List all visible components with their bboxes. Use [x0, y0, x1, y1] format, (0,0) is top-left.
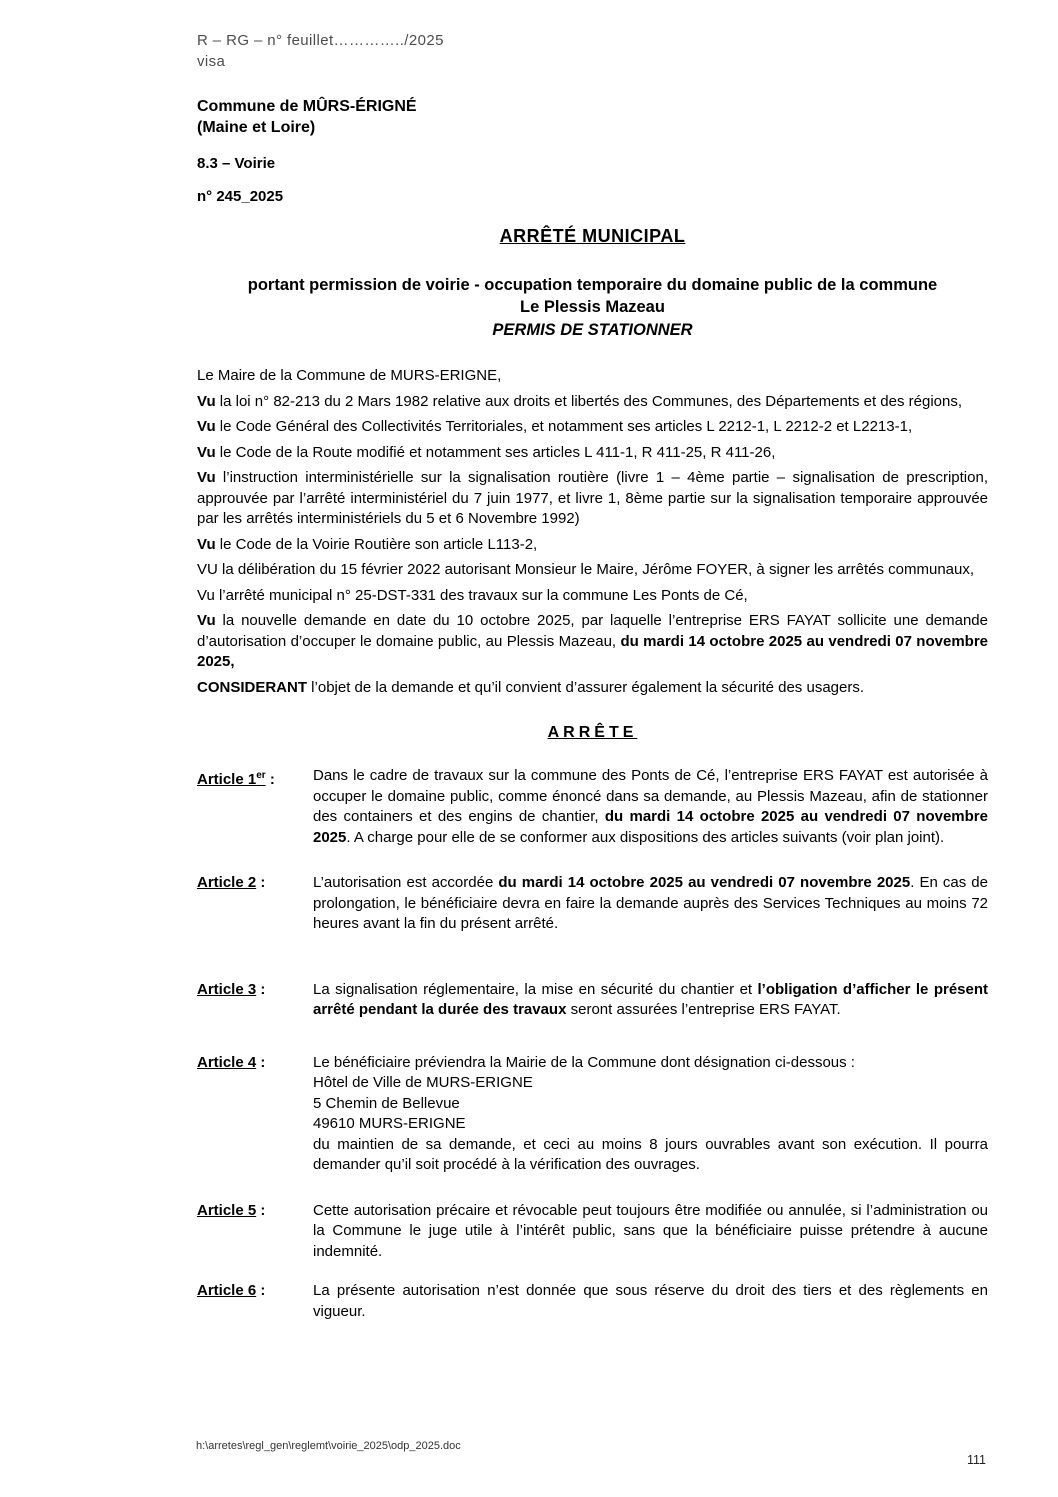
place-name: Le Plessis Mazeau [520, 298, 665, 316]
article-3 [197, 980, 988, 1021]
address-line-city: 49610 MURS-ERIGNE [313, 1115, 466, 1132]
paragraph-vu-loi: Vu la loi n° 82-213 du 2 Mars 1982 relative aux droits et libertés des Communes, des Départements et des régions, [197, 392, 963, 410]
footer-file-path: h:\arretes\regl_gen\reglemt\voirie_2025\odp_2025.doc [196, 1440, 461, 1452]
preamble [197, 366, 988, 698]
registry-reference: R – RG – n° feuillet…………../2025 [197, 32, 444, 49]
paragraph-vu-deliberation: VU la délibération du 15 février 2022 autorisant Monsieur le Maire, Jérôme FOYER, à signer les arrêtés communaux, [197, 561, 975, 578]
page-number: 111 [966, 1453, 986, 1467]
paragraph-vu-arrete-municipal: Vu l’arrêté municipal n° 25-DST-331 des travaux sur la commune Les Ponts de Cé, [197, 586, 748, 604]
article-1-label: Article 1er : [197, 770, 275, 788]
paragraph-vu-voirie-routiere: Vu le Code de la Voirie Routière son article L113-2, [197, 535, 538, 553]
permit-type: PERMIS DE STATIONNER [492, 321, 693, 339]
section-voirie: 8.3 – Voirie [197, 155, 276, 172]
paragraph-vu-code-route: Vu le Code de la Route modifié et notamment ses articles L 411-1, R 411-25, R 411-26, [197, 443, 776, 461]
commune-name: Commune de MÛRS-ÉRIGNÉ [197, 98, 417, 115]
article-6 [197, 1281, 988, 1322]
article-4 [197, 1053, 988, 1176]
arrete-heading: ARRÊTE [547, 724, 638, 741]
article-4-label: Article 4 : [197, 1053, 266, 1071]
article-2-label: Article 2 : [197, 874, 266, 891]
paragraph-considerant: CONSIDERANT l’objet de la demande et qu’il convient d’assurer également la sécurité des usagers. [197, 678, 865, 696]
document-title: ARRÊTÉ MUNICIPAL [499, 226, 686, 246]
article-5-body: Cette autorisation précaire et révocable peut toujours être modifiée ou annulée, si l’administration ou la Commune le juge utile à l’intérêt public, sans que la bénéficiaire puisse prétendre à aucune indemnité. [313, 1201, 988, 1260]
article-5-label: Article 5 : [197, 1201, 266, 1219]
article-6-label: Article 6 : [197, 1282, 266, 1299]
departement-name: (Maine et Loire) [197, 119, 316, 136]
article-1-body: Dans le cadre de travaux sur la commune des Ponts de Cé, l’entreprise ERS FAYAT est autorisée à occuper le domaine public, comme énoncé dans sa demande, au Plessis Mazeau, afin de stationner des containers et des engins de chantier, du mardi 14 octobre 2025 au vendredi 07 novembre 2025. A charge pour elle de se conformer aux dispositions des articles suivants (voir plan joint). [313, 767, 988, 846]
paragraph-vu-demande: Vu la nouvelle demande en date du 10 octobre 2025, par laquelle l’entreprise ERS FAYAT sollicite une demande d’autorisation d’occuper le domaine public, au Plessis Mazeau, du mardi 14 octobre 2025 au vendredi 07 novembre 2025, [197, 612, 988, 670]
article-4-body: Le bénéficiaire préviendra la Mairie de la Commune dont désignation ci-dessous : Hôtel de Ville de MURS-ERIGNE 5 Chemin de Bellevue 49610 MURS-ERIGNE du maintien de sa demande, et ceci au moins 8 jours ouvrables avant son exécution. Il pourra demander qu’il soit procédé à la vérification des ouvrages. [313, 1053, 988, 1173]
paragraph-vu-instruction: Vu l’instruction interministérielle sur la signalisation routière (livre 1 – 4ème partie – signalisation de prescription, approuvée par l’arrêté interministériel du 7 juin 1977, et livre 1, 8ème partie sur la signalisation temporaire approuvée par les arrêtés interministériels du 5 et 6 Novembre 1992) [197, 469, 988, 527]
visa-label: visa [197, 53, 226, 70]
arrete-number: n° 245_2025 [197, 188, 284, 205]
address-line-street: 5 Chemin de Bellevue [313, 1094, 460, 1112]
article-5 [197, 1201, 988, 1263]
header-block [197, 30, 988, 72]
document-subtitle: portant permission de voirie - occupation temporaire du domaine public de la commune [247, 276, 938, 294]
article-1 [197, 766, 988, 848]
address-line-hotel-de-ville: Hôtel de Ville de MURS-ERIGNE [313, 1074, 533, 1091]
article-3-body: La signalisation réglementaire, la mise en sécurité du chantier et l’obligation d’afficher le présent arrêté pendant la durée des travaux seront assurées l’entreprise ERS FAYAT. [313, 980, 988, 1018]
paragraph-vu-cgct: Vu le Code Général des Collectivités Territoriales, et notamment ses articles L 2212-1, L 2212-2 et L2213-1, [197, 418, 913, 435]
article-2 [197, 873, 988, 935]
article-2-body: L’autorisation est accordée du mardi 14 octobre 2025 au vendredi 07 novembre 2025. En cas de prolongation, le bénéficiaire devra en faire la demande auprès des Services Techniques au moins 72 heures avant la fin du présent arrêté. [313, 874, 988, 932]
article-3-label: Article 3 : [197, 980, 266, 998]
article-6-body: La présente autorisation n’est donnée que sous réserve du droit des tiers et des règlements en vigueur. [313, 1282, 988, 1320]
commune-block [197, 96, 988, 138]
paragraph-maire: Le Maire de la Commune de MURS-ERIGNE, [197, 367, 502, 384]
